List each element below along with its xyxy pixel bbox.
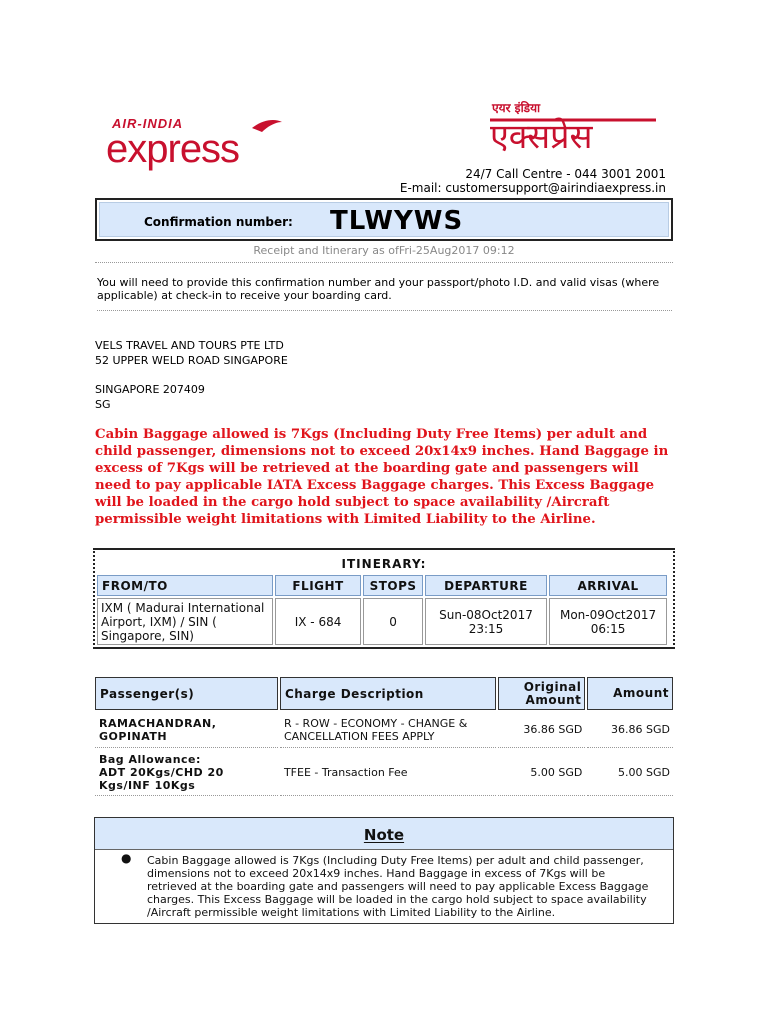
address-line-4: SG (95, 398, 111, 411)
call-centre-text: 24/7 Call Centre - 044 3001 2001 (465, 167, 666, 181)
agency-address (95, 338, 288, 412)
contact-info (400, 167, 666, 195)
charge-description: R - ROW - ECONOMY - CHANGE & CANCELLATION FEES APPLY (280, 712, 496, 748)
header-charge-description: Charge Description (280, 677, 496, 710)
header-from-to: FROM/TO (97, 575, 273, 596)
flight-cell: IX - 684 (275, 598, 362, 645)
charge-row (95, 712, 673, 748)
stops-cell: 0 (363, 598, 423, 645)
intro-text: You will need to provide this confirmation number and your passport/photo I.D. and valid visas (where applicable) at check-in to receive your boarding card. (97, 276, 672, 311)
confirmation-number: TLWYWS (330, 206, 464, 236)
original-amount: 5.00 SGD (498, 750, 586, 796)
header-amount: Amount (587, 677, 673, 710)
header-arrival: ARRIVAL (549, 575, 667, 596)
arrival-date: Mon-09Oct2017 (559, 607, 657, 622)
note-title: Note (95, 818, 673, 850)
header-flight: FLIGHT (275, 575, 362, 596)
svg-text:AIR-INDIA: AIR-INDIA (112, 116, 184, 131)
header-passengers: Passenger(s) (95, 677, 278, 710)
charges-section (93, 675, 675, 798)
charges-table (93, 675, 675, 798)
itinerary-row (97, 598, 667, 645)
address-line-1: VELS TRAVEL AND TOURS PTE LTD (95, 339, 284, 352)
departure-date: Sun-08Oct2017 (439, 607, 533, 622)
svg-text:एक्सप्रेस: एक्सप्रेस (490, 117, 593, 157)
original-amount: 36.86 SGD (498, 712, 586, 748)
baggage-warning: Cabin Baggage allowed is 7Kgs (Including Duty Free Items) per adult and child passenger, dimensions not to exceed 20x14x9 inches. Hand Baggage in excess of 7Kgs will be retrieved at the boarding gate and passengers will need to pay applicable IATA Excess Baggage charges. This Excess Baggage will be loaded in the cargo hold subject to space availability /Aircraft permissible weight limitations with Limited Liability to the Airline. (95, 427, 669, 527)
bullet-icon: ● (121, 851, 132, 865)
departure-time: 23:15 (468, 621, 504, 636)
air-india-express-logo (104, 112, 284, 172)
email-text: E-mail: customersupport@airindiaexpress.in (399, 181, 666, 195)
passenger-name: RAMACHANDRAN, GOPINATH (95, 712, 278, 748)
note-box (94, 817, 674, 924)
charge-description: TFEE - Transaction Fee (280, 750, 496, 796)
bag-allowance: Bag Allowance: ADT 20Kgs/CHD 20 Kgs/INF 10Kgs (95, 750, 278, 796)
address-line-2: 52 UPPER WELD ROAD SINGAPORE (95, 354, 288, 367)
header-stops: STOPS (363, 575, 423, 596)
header-original-amount: Original Amount (498, 677, 586, 710)
svg-text:express: express (106, 127, 240, 171)
amount: 36.86 SGD (587, 712, 673, 748)
charge-row (95, 750, 673, 796)
itinerary-section (93, 548, 675, 649)
note-text: Cabin Baggage allowed is 7Kgs (Including Duty Free Items) per adult and child passenger, dimensions not to exceed 20x14x9 inches. Hand Baggage in excess of 7Kgs will be retrieved at the boarding gate and passengers will need to pay applicable Excess Baggage charges. This Excess Baggage will be loaded in the cargo hold subject to space availability /Aircraft permissible weight limitations with Limited Liability to the Airline. (147, 854, 649, 919)
arrival-cell (549, 598, 667, 645)
itinerary-table (95, 573, 669, 647)
arrival-time: 06:15 (590, 621, 626, 636)
header-departure: DEPARTURE (425, 575, 547, 596)
svg-text:एयर इंडिया: एयर इंडिया (492, 101, 541, 115)
departure-cell (425, 598, 547, 645)
note-body (95, 850, 673, 919)
confirmation-box (95, 198, 673, 241)
receipt-date-line: Receipt and Itinerary as ofFri-25Aug2017 09:12 (95, 244, 673, 263)
address-line-3: SINGAPORE 207409 (95, 383, 205, 396)
route-cell: IXM ( Madurai International Airport, IXM) / SIN ( Singapore, SIN) (97, 598, 273, 645)
amount: 5.00 SGD (587, 750, 673, 796)
air-india-express-hindi-logo (488, 98, 660, 160)
confirmation-label: Confirmation number: (144, 215, 293, 229)
itinerary-title: ITINERARY: (341, 557, 427, 571)
